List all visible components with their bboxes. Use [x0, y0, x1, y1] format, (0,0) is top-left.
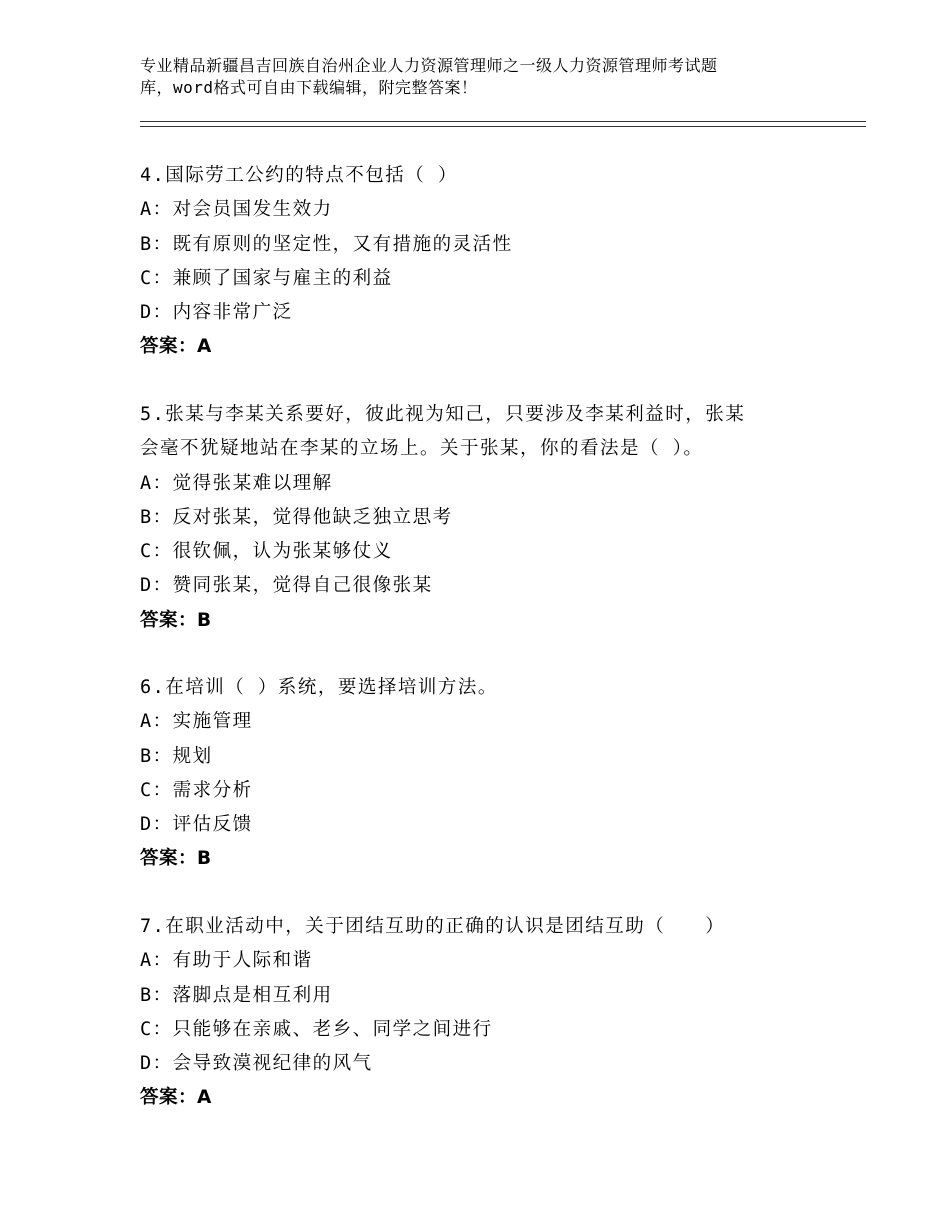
question-stem: 4.国际劳工公约的特点不包括（ ） — [140, 165, 458, 186]
answer-label: 答案：B — [140, 848, 212, 870]
option-b: B：反对张某，觉得他缺乏独立思考 — [140, 506, 453, 528]
document-header — [140, 55, 830, 99]
question-6 — [140, 671, 840, 877]
option-b: B：规划 — [140, 745, 213, 767]
question-5 — [140, 398, 840, 638]
header-line-1: 专业精品新疆昌吉回族自治州企业人力资源管理师之一级人力资源管理师考试题 — [140, 56, 718, 75]
question-7 — [140, 910, 840, 1116]
option-c: C：兼顾了国家与雇主的利益 — [140, 267, 393, 289]
option-d: D：会导致漠视纪律的风气 — [140, 1053, 373, 1075]
option-a: A：对会员国发生效力 — [140, 199, 333, 221]
question-stem: 6.在培训（ ）系统，要选择培训方法。 — [140, 677, 498, 698]
option-b: B：落脚点是相互利用 — [140, 984, 333, 1006]
option-d: D：评估反馈 — [140, 814, 253, 836]
option-c: C：只能够在亲戚、老乡、同学之间进行 — [140, 1018, 493, 1040]
option-c: C：很钦佩，认为张某够仗义 — [140, 541, 393, 563]
header-line-2: 库，word格式可自由下载编辑，附完整答案！ — [140, 78, 478, 97]
question-stem-continued: 会毫不犹疑地站在李某的立场上。关于张某，你的看法是（ ）。 — [140, 438, 704, 460]
answer-label: 答案：A — [140, 336, 212, 358]
option-d: D：内容非常广泛 — [140, 302, 293, 324]
answer-label: 答案：A — [140, 1087, 212, 1109]
answer-label: 答案：B — [140, 609, 212, 631]
option-a: A：觉得张某难以理解 — [140, 472, 333, 494]
option-a: A：有助于人际和谐 — [140, 950, 313, 972]
option-d: D：赞同张某，觉得自己很像张某 — [140, 575, 433, 597]
option-c: C：需求分析 — [140, 779, 253, 801]
option-a: A：实施管理 — [140, 711, 253, 733]
header-divider — [140, 121, 866, 127]
question-stem: 7.在职业活动中，关于团结互助的正确的认识是团结互助（ ） — [140, 916, 726, 937]
question-stem: 5.张某与李某关系要好，彼此视为知己，只要涉及李某利益时，张某 — [140, 404, 746, 425]
option-b: B：既有原则的坚定性，又有措施的灵活性 — [140, 233, 513, 255]
question-4 — [140, 159, 840, 365]
